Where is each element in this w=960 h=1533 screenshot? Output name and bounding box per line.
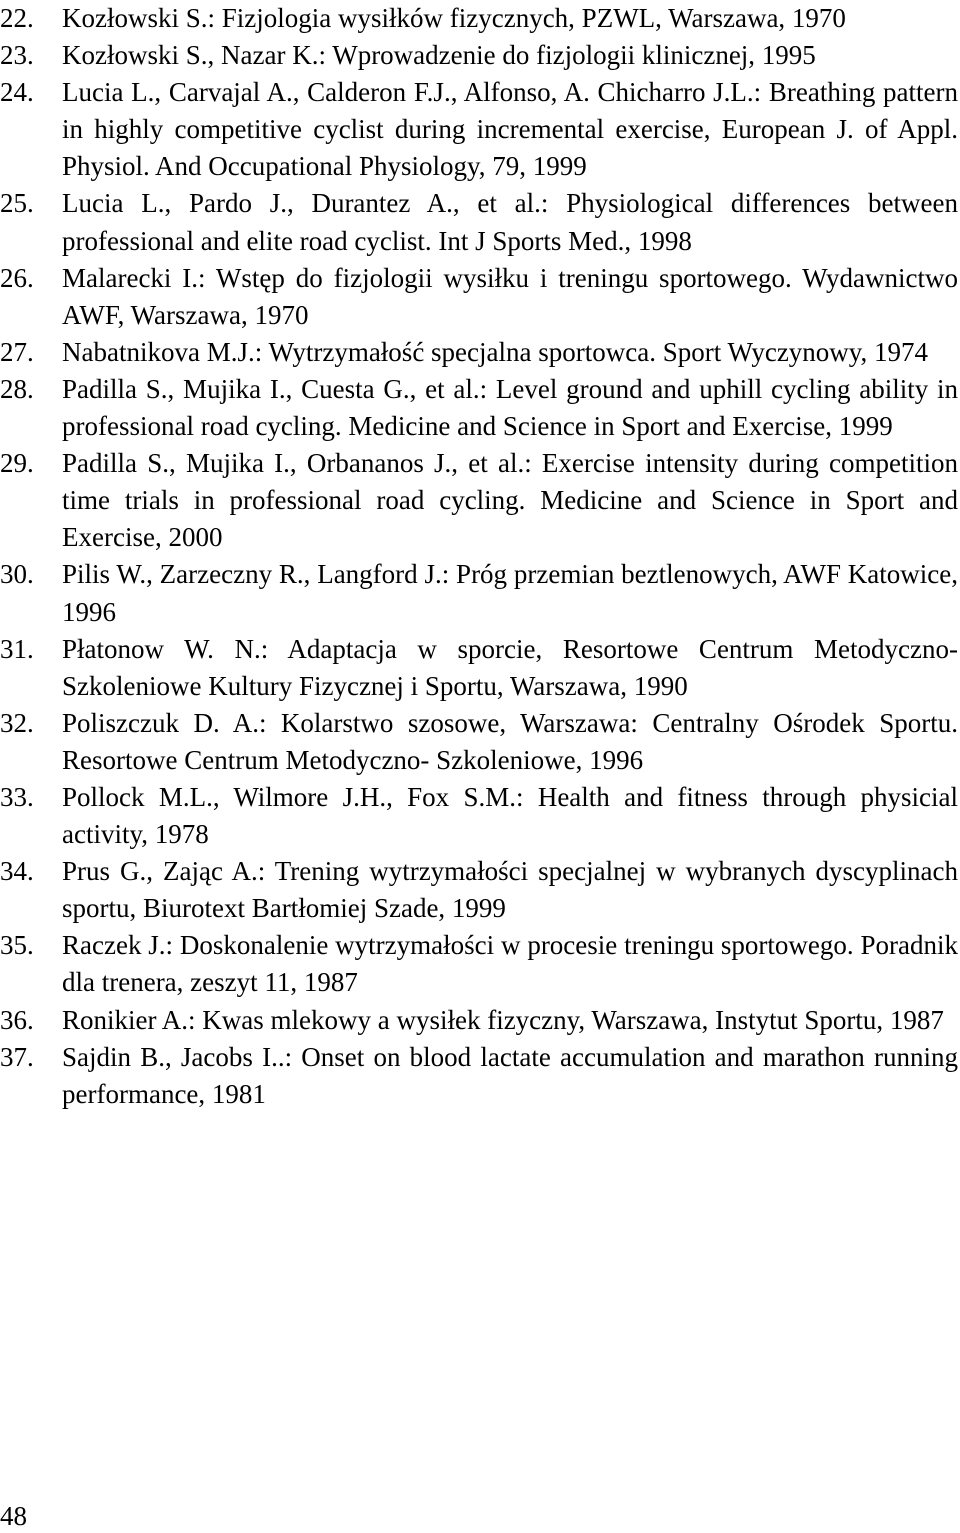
reference-item-29 — [0, 445, 958, 556]
reference-number: 33. — [0, 781, 34, 812]
reference-item-25 — [0, 185, 958, 259]
reference-text: Poliszczuk D. A.: Kolarstwo szosowe, Warszawa: Centralny Ośrodek Sportu. Resortowe Centrum Metodyczno- Szkoleniowe, 1996 — [62, 707, 958, 775]
reference-item-37 — [0, 1039, 958, 1113]
reference-number: 23. — [0, 40, 34, 71]
reference-item-26 — [0, 260, 958, 334]
reference-number: 37. — [0, 1041, 34, 1072]
reference-text: Kozłowski S., Nazar K.: Wprowadzenie do fizjologii klinicznej, 1995 — [62, 40, 816, 71]
reference-text: Padilla S., Mujika I., Orbananos J., et al.: Exercise intensity during competition time trials in professional road cycling. Medicine and Science in Sport and Exercise, 2000 — [62, 448, 958, 553]
reference-item-34 — [0, 853, 958, 927]
reference-number: 25. — [0, 188, 34, 219]
reference-text: Lucia L., Carvajal A., Calderon F.J., Alfonso, A. Chicharro J.L.: Breathing pattern in highly competitive cyclist during incremental exercise, European J. of Appl. Physiol. And Occupational Physiology, 79, 1999 — [62, 77, 958, 182]
reference-text: Raczek J.: Doskonalenie wytrzymałości w procesie treningu sportowego. Poradnik dla trenera, zeszyt 11, 1987 — [62, 930, 958, 998]
page-number: 48 — [0, 1501, 27, 1531]
reference-text: Pilis W., Zarzeczny R., Langford J.: Próg przemian beztlenowych, AWF Katowice, 1996 — [62, 559, 958, 627]
reference-item-23 — [0, 37, 958, 74]
reference-number: 30. — [0, 559, 34, 590]
reference-number: 32. — [0, 707, 34, 738]
reference-item-31 — [0, 631, 958, 705]
reference-item-33 — [0, 779, 958, 853]
reference-text: Sajdin B., Jacobs I..: Onset on blood lactate accumulation and marathon running performance, 1981 — [62, 1041, 958, 1109]
reference-text: Ronikier A.: Kwas mlekowy a wysiłek fizyczny, Warszawa, Instytut Sportu, 1987 — [62, 1004, 944, 1035]
reference-text: Prus G., Zając A.: Trening wytrzymałości specjalnej w wybranych dyscyplinach sportu, Biurotext Bartłomiej Szade, 1999 — [62, 856, 958, 924]
reference-number: 31. — [0, 633, 34, 664]
reference-number: 22. — [0, 3, 34, 33]
reference-number: 28. — [0, 373, 34, 404]
reference-text: Lucia L., Pardo J., Durantez A., et al.: Physiological differences between professional and elite road cyclist. Int J Sports Med., 1998 — [62, 188, 958, 256]
reference-number: 35. — [0, 930, 34, 961]
reference-number: 34. — [0, 856, 34, 887]
reference-item-36 — [0, 1002, 958, 1039]
reference-number: 36. — [0, 1004, 34, 1035]
reference-item-27 — [0, 334, 958, 371]
reference-number: 27. — [0, 336, 34, 367]
reference-number: 29. — [0, 448, 34, 479]
reference-item-22 — [0, 0, 958, 37]
reference-item-35 — [0, 927, 958, 1001]
reference-text: Płatonow W. N.: Adaptacja w sporcie, Resortowe Centrum Metodyczno-Szkoleniowe Kultury Fizycznej i Sportu, Warszawa, 1990 — [62, 633, 958, 701]
reference-number: 26. — [0, 262, 34, 293]
reference-text: Malarecki I.: Wstęp do fizjologii wysiłku i treningu sportowego. Wydawnictwo AWF, Warszawa, 1970 — [62, 262, 958, 330]
reference-item-32 — [0, 705, 958, 779]
reference-text: Pollock M.L., Wilmore J.H., Fox S.M.: Health and fitness through physicial activity, 1978 — [62, 781, 958, 850]
reference-text: Kozłowski S.: Fizjologia wysiłków fizycznych, PZWL, Warszawa, 1970 — [62, 3, 846, 33]
reference-item-30 — [0, 556, 958, 630]
reference-text: Padilla S., Mujika I., Cuesta G., et al.: Level ground and uphill cycling ability in professional road cycling. Medicine and Science in Sport and Exercise, 1999 — [62, 373, 958, 442]
reference-item-24 — [0, 74, 958, 185]
reference-text: Nabatnikova M.J.: Wytrzymałość specjalna sportowca. Sport Wyczynowy, 1974 — [62, 336, 929, 367]
reference-number: 24. — [0, 77, 34, 108]
reference-item-28 — [0, 371, 958, 445]
